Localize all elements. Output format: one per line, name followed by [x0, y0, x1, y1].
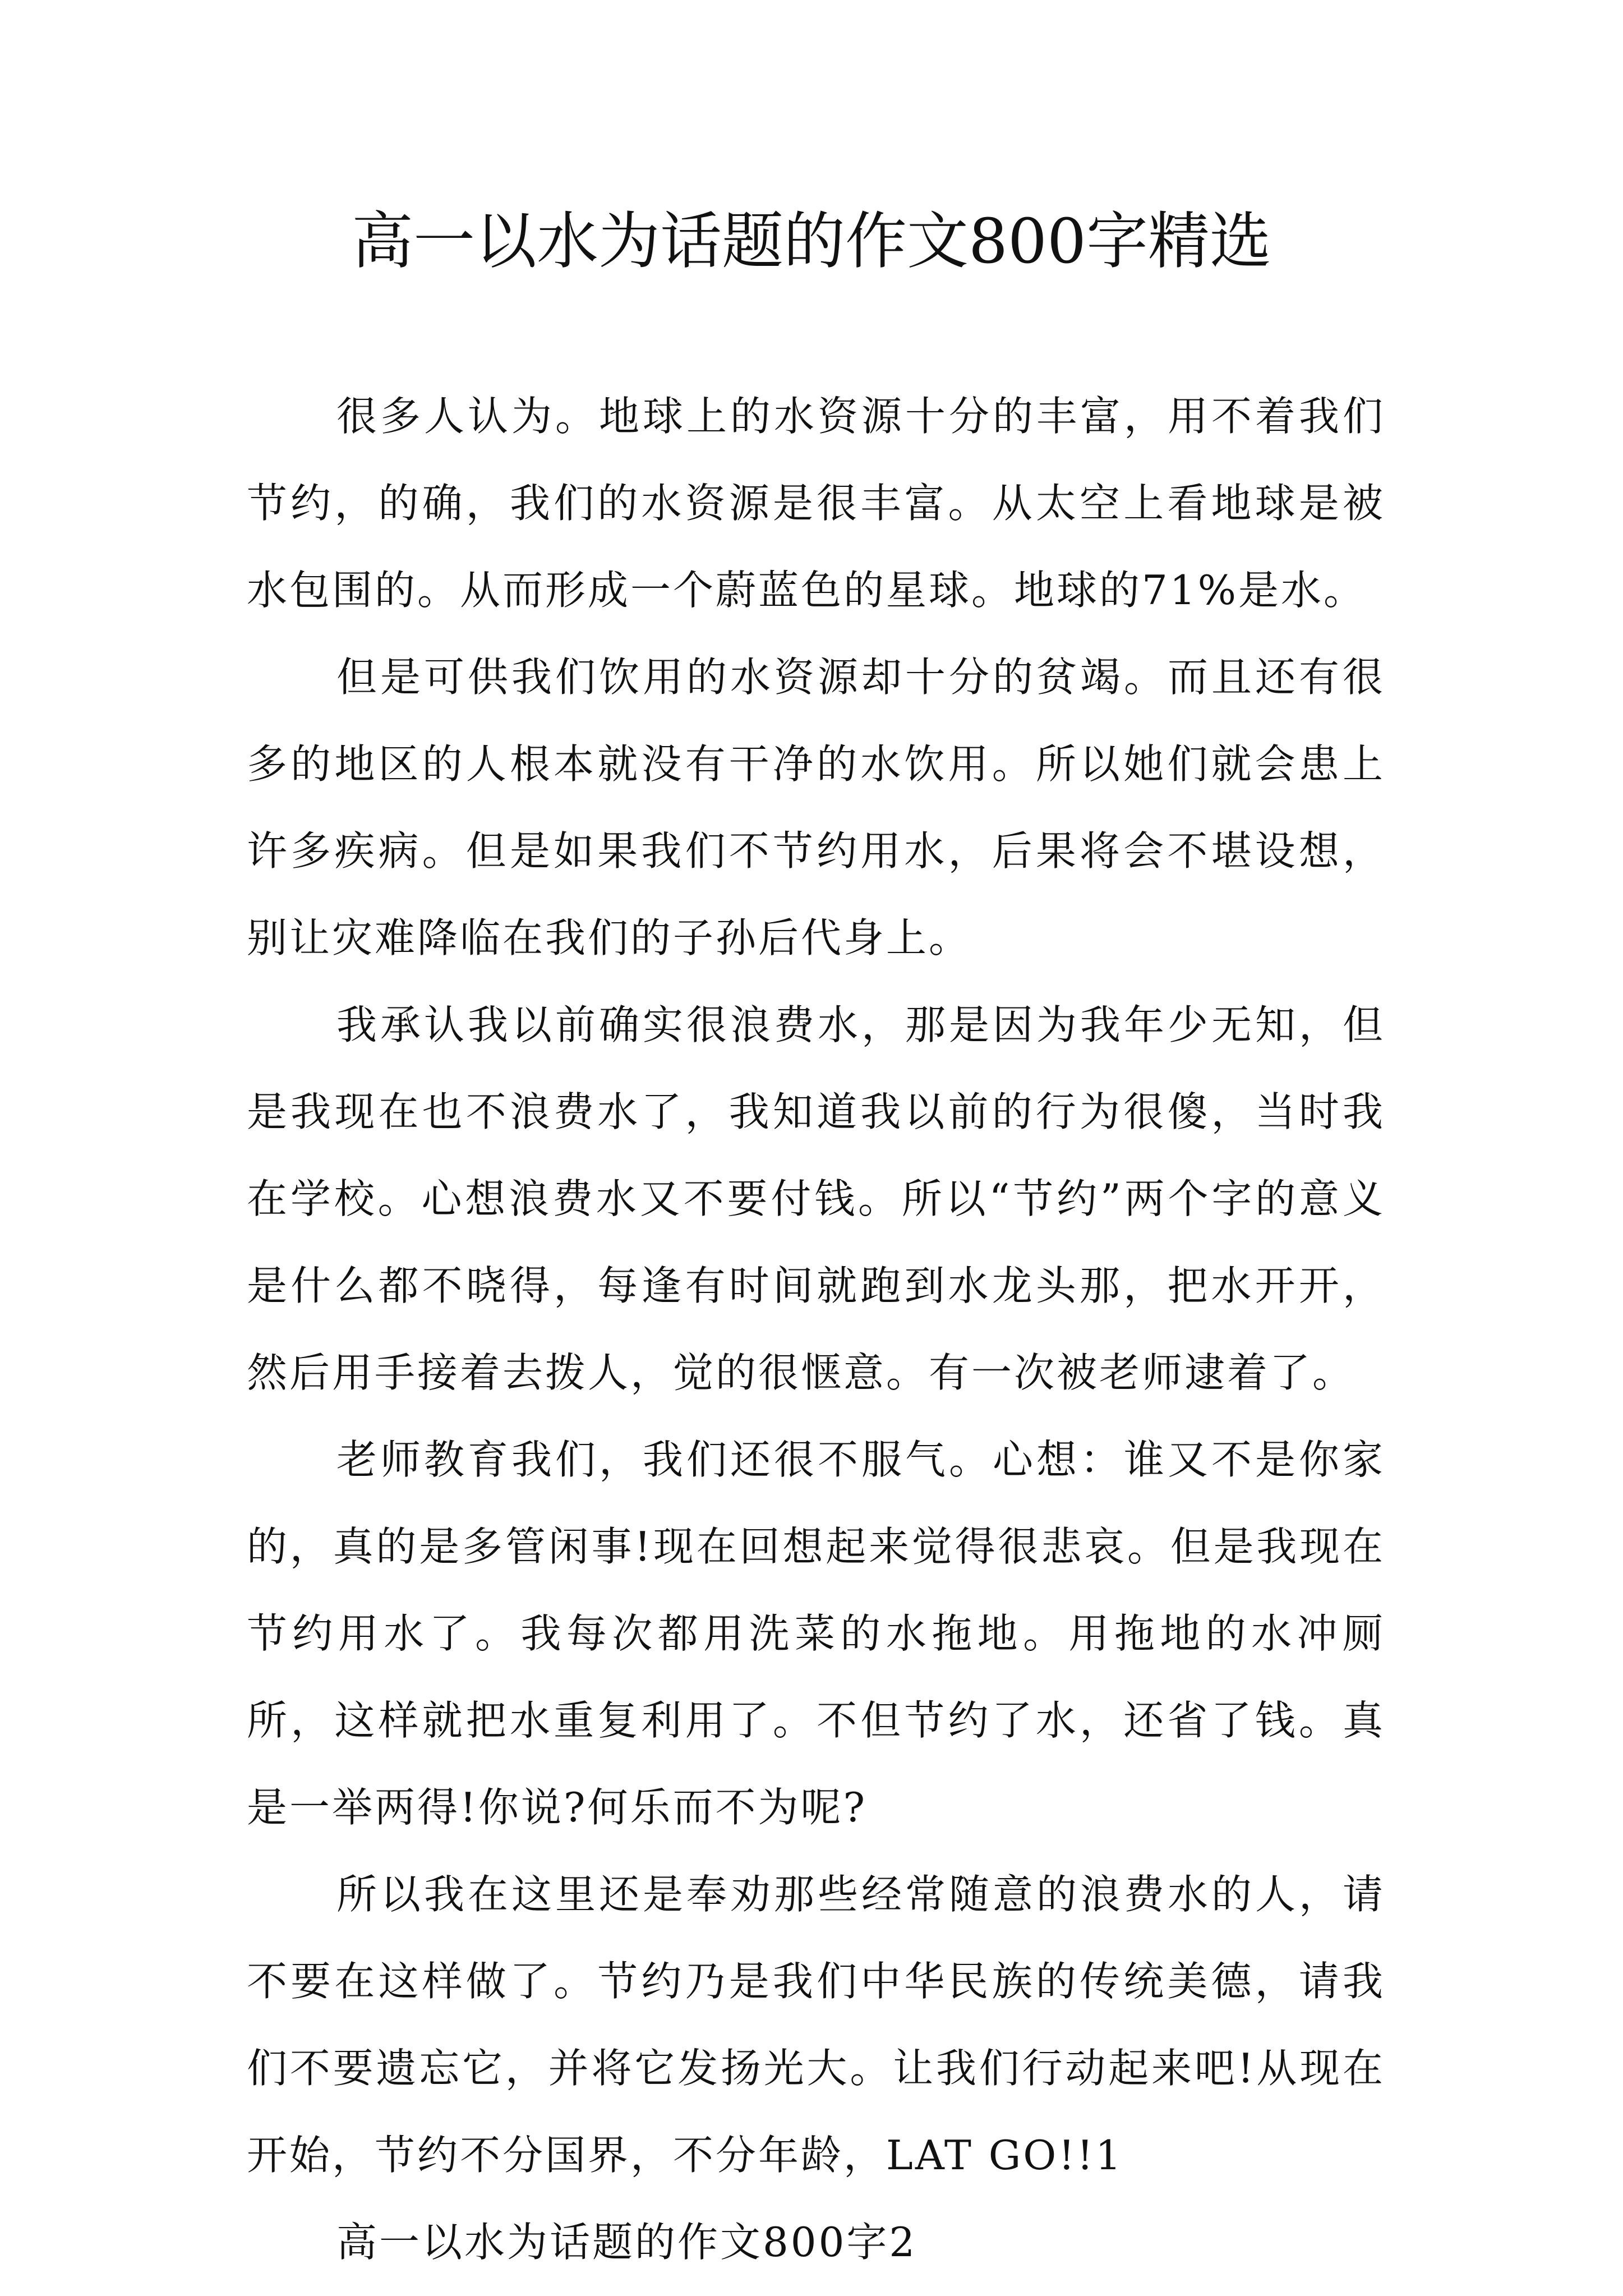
- document-title: 高一以水为话题的作文800字精选: [352, 205, 1271, 277]
- paragraph-1: 很多人认为。地球上的水资源十分的丰富，用不着我们节约，的确，我们的水资源是很丰富。从太空上看地球是被水包围的。从而形成一个蔚蓝色的星球。地球的71%是水。: [247, 393, 1385, 614]
- paragraph-4: 老师教育我们，我们还很不服气。心想：谁又不是你家的，真的是多管闲事!现在回想起来觉得很悲哀。但是我现在节约用水了。我每次都用洗菜的水拖地。用拖地的水冲厕所，这样就把水重复利用了。不但节约了水，还省了钱。真是一举两得!你说?何乐而不为呢?: [247, 1436, 1385, 1831]
- paragraph-5: 所以我在这里还是奉劝那些经常随意的浪费水的人，请不要在这样做了。节约乃是我们中华民族的传统美德，请我们不要遗忘它，并将它发扬光大。让我们行动起来吧!从现在开始，节约不分国界，不分年龄，LAT GO!!1: [247, 1871, 1385, 2179]
- paragraph-2: 但是可供我们饮用的水资源却十分的贫竭。而且还有很多的地区的人根本就没有干净的水饮用。所以她们就会患上许多疾病。但是如果我们不节约用水，后果将会不堪设想，别让灾难降临在我们的子孙后代身上。: [247, 654, 1385, 961]
- document-body: [247, 373, 1385, 2286]
- paragraph-3: 我承认我以前确实很浪费水，那是因为我年少无知，但是我现在也不浪费水了，我知道我以前的行为很傻，当时我在学校。心想浪费水又不要付钱。所以“节约”两个字的意义是什么都不晓得，每逢有时间就跑到水龙头那，把水开开，然后用手接着去拨人，觉的很惬意。有一次被老师逮着了。: [247, 1001, 1385, 1396]
- section-heading-2: 高一以水为话题的作文800字2: [336, 2219, 917, 2266]
